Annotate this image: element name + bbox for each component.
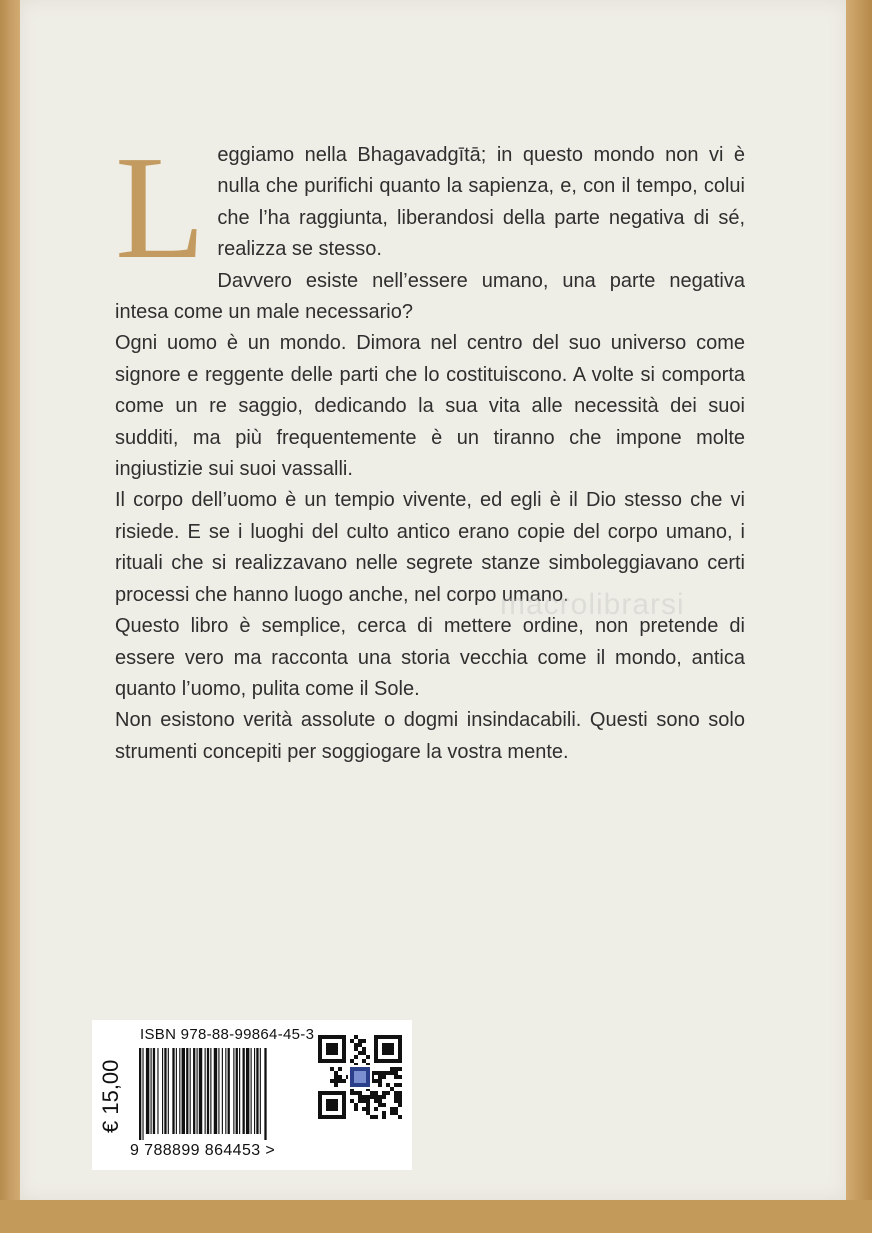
right-spine-edge <box>846 0 872 1200</box>
blurb-paragraph-4: Il corpo dell’uomo è un tempio vivente, ed egli è il Dio stesso che vi risiede. E se i luoghi del culto antico erano copie del corpo umano, i rituali che si realizzavano nelle segrete stanze simboleggiavano certi processi che hanno luogo anche, nel corpo umano. <box>115 489 745 606</box>
drop-cap-letter: L <box>115 126 206 290</box>
price-label: € 15,00 <box>98 1059 123 1133</box>
barcode-digits: 9 788899 864453 > <box>130 1142 276 1159</box>
blurb-paragraph-5: Questo libro è semplice, cerca di mettere ordine, non pretende di essere vero ma racconta una storia vecchia come il mondo, antica quanto l’uomo, pulita come il Sole. <box>115 615 745 700</box>
qr-code-icon <box>318 1035 402 1131</box>
blurb-text <box>115 126 745 768</box>
blurb-paragraph-2: Davvero esiste nell’essere umano, una parte negativa intesa come un male necessario? <box>115 269 745 324</box>
isbn-label: ISBN 978-88-99864-45-3 <box>140 1026 315 1043</box>
blurb-paragraph-1: Leggiamo nella Bhagavadgītā; in questo mondo non vi è nulla che purifichi quanto la sapienza, e, con il tempo, colui che l’ha raggiunta, liberandosi della parte negativa di sé, realizza se stesso. <box>115 126 745 290</box>
blurb-paragraph-3: Ogni uomo è un mondo. Dimora nel centro del suo universo come signore e reggente delle parti che lo costituiscono. A volte si comporta come un re saggio, dedicando la sua vita alle necessità dei suoi sudditi, ma più frequentemente è un tiranno che impone molte ingiustizie sui suoi vassalli. <box>115 332 745 481</box>
blurb-paragraph-6: Non esistono verità assolute o dogmi insindacabili. Questi sono solo strumenti concepiti per soggiogare la vostra mente. <box>115 709 745 763</box>
price-label-wrap <box>98 1059 128 1233</box>
watermark: macrolibrarsi <box>500 588 685 621</box>
barcode-icon <box>137 1048 307 1140</box>
left-spine-edge <box>0 0 20 1200</box>
